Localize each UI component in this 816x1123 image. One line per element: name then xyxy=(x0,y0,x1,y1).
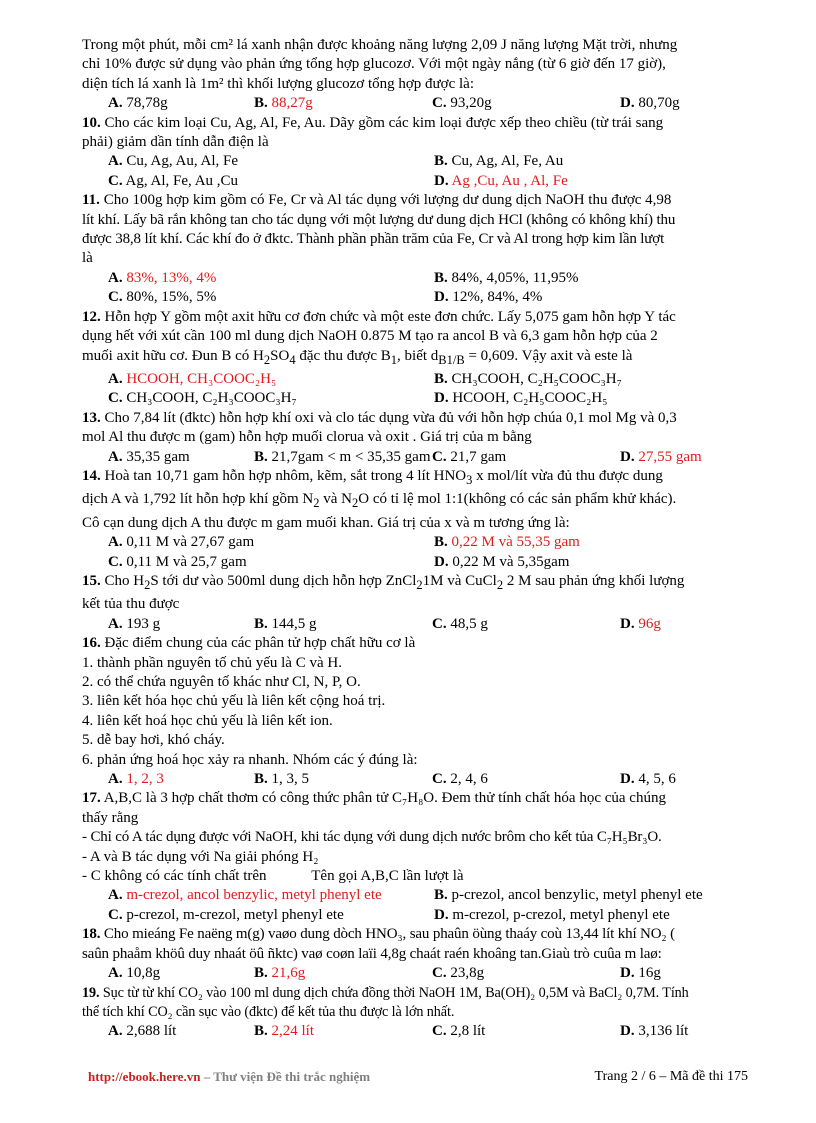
question-18: 18. Cho mieáng Fe naëng m(g) vaøo dung dòch HNO₃, sau phaûn öùng thaáy coù 13,44 lít khí NO₂ ( xyxy=(82,926,675,943)
answer-options xyxy=(108,533,750,572)
option-key: B. xyxy=(254,1023,268,1040)
answer-option[interactable] xyxy=(108,1022,254,1041)
statement-item: 1. thành phần nguyên tố chủ yếu là C và H. xyxy=(82,654,342,671)
option-key: C. xyxy=(432,965,447,982)
answer-option[interactable] xyxy=(254,448,432,467)
answer-option[interactable] xyxy=(432,964,620,983)
option-text: 0,11 M và 27,67 gam xyxy=(126,534,255,551)
option-key: D. xyxy=(620,615,635,632)
option-key: A. xyxy=(108,771,123,788)
option-text: 1, 3, 5 xyxy=(271,771,310,788)
question-text: thể tích khí CO₂ cần sục vào (đktc) để kết tủa thu được là lớn nhất. xyxy=(82,1003,455,1020)
question-text: được 38,8 lít khí. Các khí đo ở đktc. Thành phần phần trăm của Fe, Cr và Al trong hợp kim lần lượt xyxy=(82,231,665,248)
footer-library: Thư viện Đề thi trắc nghiệm xyxy=(213,1069,371,1084)
answer-options xyxy=(108,964,750,983)
question-text: là xyxy=(82,250,93,267)
option-key: D. xyxy=(434,172,449,189)
option-key: C. xyxy=(432,615,447,632)
answer-option[interactable] xyxy=(434,172,750,191)
option-text: 4, 5, 6 xyxy=(638,771,676,788)
option-text: 10,8g xyxy=(126,965,161,982)
option-key: A. xyxy=(108,370,123,387)
answer-option[interactable] xyxy=(620,615,750,634)
question-13: 13. Cho 7,84 lít (đktc) hỗn hợp khí oxi và clo tác dụng vừa đủ với hỗn hợp chúa 0,1 mol Mg và 0,3 xyxy=(82,409,677,426)
option-text: Cu, Ag, Al, Fe, Au xyxy=(451,153,564,170)
answer-options xyxy=(108,448,750,467)
statement-item: 2. có thể chứa nguyên tố khác như Cl, N, P, O. xyxy=(82,674,361,690)
option-text: 2,688 lít xyxy=(126,1023,177,1040)
exam-page xyxy=(82,36,750,1042)
answer-option[interactable] xyxy=(254,964,432,983)
option-text: 88,27g xyxy=(271,95,313,112)
option-text: 80%, 15%, 5% xyxy=(126,289,217,306)
answer-option[interactable] xyxy=(620,448,750,467)
answer-option[interactable] xyxy=(620,94,750,113)
option-text: 1, 2, 3 xyxy=(126,771,164,788)
answer-option[interactable] xyxy=(620,1022,750,1041)
option-text: HCOOH, CH₃COOC₂H₅ xyxy=(126,370,277,387)
option-text: p-crezol, ancol benzylic, metyl phenyl ete xyxy=(451,887,703,904)
option-key: C. xyxy=(432,1023,447,1040)
option-text: 93,20g xyxy=(450,95,492,112)
answer-option[interactable] xyxy=(254,770,432,789)
answer-option[interactable] xyxy=(108,615,254,634)
answer-options xyxy=(108,770,750,789)
question-text: phải) giảm dần tính dẫn điện là xyxy=(82,134,269,151)
question-intro-text: diện tích lá xanh là 1m² thì khối lượng glucozơ tổng hợp được là: xyxy=(82,75,474,92)
option-text: Ag ,Cu, Au , Al, Fe xyxy=(451,172,568,189)
answer-option[interactable] xyxy=(108,269,434,288)
statement-item: 3. liên kết hóa học chủ yếu là liên kết cộng hoá trị. xyxy=(82,693,386,710)
answer-options xyxy=(108,269,750,308)
answer-option[interactable] xyxy=(108,964,254,983)
question-text: lít khí. Lấy bã rắn không tan cho tác dụng với một lượng dư dung dịch HCl (không có không khí) thu xyxy=(82,211,676,228)
option-key: B. xyxy=(434,534,448,551)
answer-option[interactable] xyxy=(254,1022,432,1041)
option-key: B. xyxy=(254,771,268,788)
option-key: A. xyxy=(108,615,123,632)
option-text: 2,8 lít xyxy=(450,1023,486,1040)
question-14: 14. Hoà tan 10,71 gam hỗn hợp nhôm, kẽm, sắt trong 4 lít $HNO_3$ x mol/lít vừa đủ thu được dung xyxy=(82,467,663,487)
page-footer xyxy=(88,1069,748,1085)
answer-option[interactable] xyxy=(108,370,434,389)
option-key: C. xyxy=(432,448,447,465)
option-text: CH₃COOH, C₂H₃COOC₃H₇ xyxy=(126,390,297,407)
option-key: B. xyxy=(254,615,268,632)
option-text: 27,55 gam xyxy=(638,448,702,465)
question-text: - Chỉ có A tác dụng được với NaOH, khi tác dụng với dung dịch nước brôm cho kết tủa C₇H₅Br₃O. xyxy=(82,829,662,846)
option-text: 84%, 4,05%, 11,95% xyxy=(451,269,579,286)
option-text: 21,7 gam xyxy=(450,448,507,465)
answer-option[interactable] xyxy=(108,553,434,572)
question-text: - C không có các tính chất trên Tên gọi A,B,C lần lượt là xyxy=(82,868,464,885)
answer-option[interactable] xyxy=(108,906,434,925)
option-key: A. xyxy=(108,448,123,465)
option-key: C. xyxy=(432,95,447,112)
answer-option[interactable] xyxy=(434,269,750,288)
question-text: dịch A và 1,792 lít hỗn hợp khí gồm $N_2$ và $N_2O$ có tỉ lệ mol 1:1(không có các sản phẩm khử khác). xyxy=(82,491,677,511)
question-17: 17. A,B,C là 3 hợp chất thơm có công thức phân tử C₇H₈O. Đem thử tính chất hóa học của chúng xyxy=(82,790,666,807)
question-12: 12. Hỗn hợp Y gồm một axit hữu cơ đơn chức và một este đơn chức. Lấy 5,075 gam hỗn hợp Y tác xyxy=(82,308,676,325)
option-key: C. xyxy=(432,771,447,788)
answer-option[interactable] xyxy=(254,94,432,113)
question-text: kết tủa thu được xyxy=(82,596,180,613)
option-key: A. xyxy=(108,887,123,904)
option-text: 23,8g xyxy=(450,965,485,982)
question-15: 15. Cho $H_2S$ tới dư vào 500ml dung dịch hỗn hợp ZnCl$_2$1M và CuCl$_2$ 2 M sau phản ứng khối lượng xyxy=(82,572,685,592)
answer-option[interactable] xyxy=(108,389,434,408)
option-key: A. xyxy=(108,95,123,112)
question-text: mol Al thu được m (gam) hỗn hợp muối clorua và oxit . Giá trị của m bằng xyxy=(82,429,532,446)
answer-option[interactable] xyxy=(434,533,750,552)
option-key: B. xyxy=(254,448,268,465)
option-text: 193 g xyxy=(126,615,161,632)
answer-option[interactable] xyxy=(432,1022,620,1041)
option-key: A. xyxy=(108,1023,123,1040)
option-key: D. xyxy=(434,390,449,407)
option-text: 48,5 g xyxy=(450,615,488,632)
question-intro-text: chỉ 10% được sử dụng vào phản ứng tổng hợp glucozơ. Với một ngày nắng (từ 6 giờ đến 17 giờ), xyxy=(82,56,666,73)
question-16: 16. Đặc điểm chung của các phân tử hợp chất hữu cơ là xyxy=(82,635,416,652)
option-text: 16g xyxy=(638,965,661,982)
option-key: A. xyxy=(108,534,123,551)
option-text: 0,11 M và 25,7 gam xyxy=(126,553,247,570)
answer-option[interactable] xyxy=(108,533,434,552)
option-key: D. xyxy=(434,289,449,306)
answer-option[interactable] xyxy=(434,886,750,905)
answer-options xyxy=(108,886,750,925)
option-text: 12%, 84%, 4% xyxy=(452,289,543,306)
answer-option[interactable] xyxy=(432,94,620,113)
footer-link[interactable]: http://ebook.here.vn xyxy=(88,1069,201,1084)
statement-item: 4. liên kết hoá học chủ yếu là liên kết ion. xyxy=(82,712,333,729)
option-text: 80,70g xyxy=(638,95,680,112)
answer-option[interactable] xyxy=(432,770,620,789)
question-text: dụng hết với xút cần 100 ml dung dịch NaOH 0.875 M tạo ra ancol B và 6,3 gam hỗn hợp của 2 xyxy=(82,328,658,345)
question-intro-text: Trong một phút, mỗi cm² lá xanh nhận được khoảng năng lượng 2,09 J năng lượng Mặt trời, nhưng xyxy=(82,37,678,53)
question-text: Cô cạn dung dịch A thu được m gam muối khan. Giá trị của x và m tương ứng là: xyxy=(82,514,570,531)
option-text: p-crezol, m-crezol, metyl phenyl ete xyxy=(126,906,344,923)
option-key: D. xyxy=(620,448,635,465)
answer-option[interactable] xyxy=(108,448,254,467)
footer-separator: – xyxy=(200,1069,214,1084)
option-key: D. xyxy=(434,906,449,923)
answer-option[interactable] xyxy=(108,94,254,113)
option-text: 21,7gam < m < 35,35 gam xyxy=(271,448,431,465)
option-key: D. xyxy=(620,965,635,982)
option-text: HCOOH, C₂H₅COOC₂H₅ xyxy=(452,390,608,407)
answer-option[interactable] xyxy=(432,615,620,634)
option-text: m-crezol, p-crezol, metyl phenyl ete xyxy=(452,906,670,923)
answer-option[interactable] xyxy=(434,389,750,408)
option-key: D. xyxy=(434,553,449,570)
option-text: 2,24 lít xyxy=(271,1023,315,1040)
answer-option[interactable] xyxy=(108,152,434,171)
option-key: A. xyxy=(108,965,123,982)
option-text: 96g xyxy=(638,615,661,632)
statement-item: 6. phản ứng hoá học xảy ra nhanh. Nhóm các ý đúng là: xyxy=(82,751,418,768)
option-key: B. xyxy=(254,95,268,112)
question-text: saûn phaåm khöû duy nhaát öû ñktc) vaø coøn laïi 4,8g chaát raén khoâng tan.Giaù trò cuûa m laø: xyxy=(82,945,662,962)
question-19: 19. Sục từ từ khí CO₂ vào 100 ml dung dịch chứa đồng thời NaOH 1M, Ba(OH)₂ 0,5M và BaCl₂ 0,7M. Tính xyxy=(82,984,689,1001)
option-text: 0,22 M và 55,35 gam xyxy=(451,534,580,551)
answer-option[interactable] xyxy=(434,288,750,307)
option-text: 83%, 13%, 4% xyxy=(126,269,217,286)
option-text: 35,35 gam xyxy=(126,448,190,465)
option-key: D. xyxy=(620,1023,635,1040)
page-number: Trang 2 / 6 – Mã đề thi 175 xyxy=(594,1069,748,1084)
answer-option[interactable] xyxy=(108,770,254,789)
option-key: B. xyxy=(434,887,448,904)
answer-options xyxy=(108,94,750,113)
option-key: C. xyxy=(108,289,123,306)
option-text: 21,6g xyxy=(271,965,306,982)
option-text: 2, 4, 6 xyxy=(450,771,488,788)
option-text: m-crezol, ancol benzylic, metyl phenyl ete xyxy=(126,887,382,904)
option-text: Ag, Al, Fe, Au ,Cu xyxy=(125,172,239,189)
option-key: B. xyxy=(434,269,448,286)
answer-option[interactable] xyxy=(432,448,620,467)
question-text: muối axit hữu cơ. Đun B có $H_2SO_4$ đặc thu được $B_1$, biết $d_{B1/B} = 0,609$. Vậy axit và este là xyxy=(82,347,633,367)
answer-option[interactable] xyxy=(620,964,750,983)
question-text: - A và B tác dụng với Na giải phóng H₂ xyxy=(82,848,319,865)
option-key: C. xyxy=(108,390,123,407)
answer-option[interactable] xyxy=(434,152,750,171)
option-key: C. xyxy=(108,906,123,923)
answer-option[interactable] xyxy=(254,615,432,634)
option-key: B. xyxy=(434,370,448,387)
option-key: C. xyxy=(108,172,123,189)
option-text: CH₃COOH, C₂H₅COOC₃H₇ xyxy=(451,370,622,387)
answer-options xyxy=(108,615,750,634)
answer-option[interactable] xyxy=(434,553,750,572)
answer-option[interactable] xyxy=(434,906,750,925)
answer-option[interactable] xyxy=(108,172,434,191)
question-11: 11. Cho 100g hợp kim gồm có Fe, Cr và Al tác dụng với lượng dư dung dịch NaOH thu được 4,98 xyxy=(82,192,672,209)
question-text: thấy rằng xyxy=(82,809,139,826)
answer-option[interactable] xyxy=(620,770,750,789)
option-key: D. xyxy=(620,771,635,788)
answer-options xyxy=(108,1022,750,1041)
option-key: C. xyxy=(108,553,123,570)
answer-options xyxy=(108,152,750,191)
option-key: B. xyxy=(434,153,448,170)
option-key: A. xyxy=(108,269,123,286)
statement-item: 5. dễ bay hơi, khó cháy. xyxy=(82,732,225,749)
option-text: 78,78g xyxy=(126,95,168,112)
answer-options xyxy=(108,370,750,409)
answer-option[interactable] xyxy=(108,288,434,307)
question-10: 10. Cho các kim loại Cu, Ag, Al, Fe, Au. Dãy gồm các kim loại được xếp theo chiều (từ trái sang xyxy=(82,114,664,131)
option-key: D. xyxy=(620,95,635,112)
option-text: 3,136 lít xyxy=(638,1023,689,1040)
answer-option[interactable] xyxy=(434,370,750,389)
option-text: 0,22 M và 5,35gam xyxy=(452,553,570,570)
option-text: 144,5 g xyxy=(271,615,317,632)
answer-option[interactable] xyxy=(108,886,434,905)
option-text: Cu, Ag, Au, Al, Fe xyxy=(126,153,239,170)
option-key: A. xyxy=(108,153,123,170)
option-key: B. xyxy=(254,965,268,982)
